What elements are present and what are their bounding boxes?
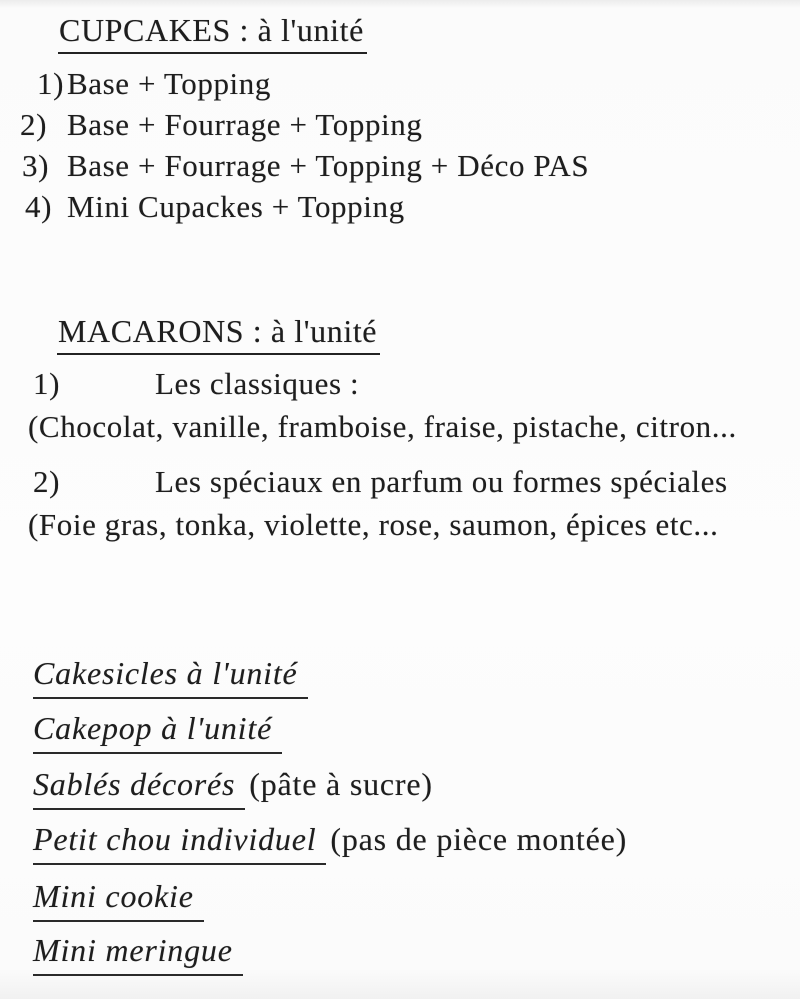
extra-name: Mini cookie xyxy=(33,878,204,922)
extra-item-mini-cookie xyxy=(33,878,204,922)
item-title: Les spéciaux en parfum ou formes spéciales xyxy=(155,464,728,499)
cupcakes-item-3 xyxy=(0,148,800,189)
macarons-section-heading xyxy=(57,313,380,355)
item-text: Base + Fourrage + Topping + Déco PAS xyxy=(67,148,590,183)
item-title: Les classiques : xyxy=(155,366,360,401)
item-text: Base + Fourrage + Topping xyxy=(67,107,423,142)
extra-item-sables-decores xyxy=(33,766,433,810)
extra-note: (pâte à sucre) xyxy=(249,766,433,802)
item-text: Mini Cupackes + Topping xyxy=(67,189,405,224)
extra-item-cakepop xyxy=(33,710,282,754)
item-number: 2) xyxy=(33,464,61,499)
extra-name: Cakepop à l'unité xyxy=(33,710,282,754)
item-text: Base + Topping xyxy=(67,66,271,101)
item-number: 2) xyxy=(20,107,48,142)
item-number: 1) xyxy=(37,66,65,101)
macarons-item-2 xyxy=(0,464,800,505)
cupcakes-heading-text: CUPCAKES : à l'unité xyxy=(58,12,367,54)
macarons-item-1 xyxy=(0,366,800,407)
cupcakes-item-1 xyxy=(0,66,800,107)
extra-name: Cakesicles à l'unité xyxy=(33,655,308,699)
macarons-item-2-flavors: (Foie gras, tonka, violette, rose, saumon, épices etc... xyxy=(28,507,719,542)
item-number: 4) xyxy=(25,189,53,224)
extra-item-petit-chou xyxy=(33,821,627,865)
macarons-heading-text: MACARONS : à l'unité xyxy=(57,313,380,355)
item-number: 3) xyxy=(22,148,50,183)
extra-name: Mini meringue xyxy=(33,932,243,976)
macarons-item-1-flavors: (Chocolat, vanille, framboise, fraise, pistache, citron... xyxy=(28,409,737,444)
cupcakes-item-4 xyxy=(0,189,800,230)
extra-name: Sablés décorés xyxy=(33,766,245,810)
cupcakes-section-heading xyxy=(58,12,367,54)
extra-name: Petit chou individuel xyxy=(33,821,326,865)
item-number: 1) xyxy=(33,366,61,401)
extra-item-cakesicles xyxy=(33,655,308,699)
extra-item-mini-meringue xyxy=(33,932,243,976)
cupcakes-item-2 xyxy=(0,107,800,148)
extra-note: (pas de pièce montée) xyxy=(330,821,628,857)
